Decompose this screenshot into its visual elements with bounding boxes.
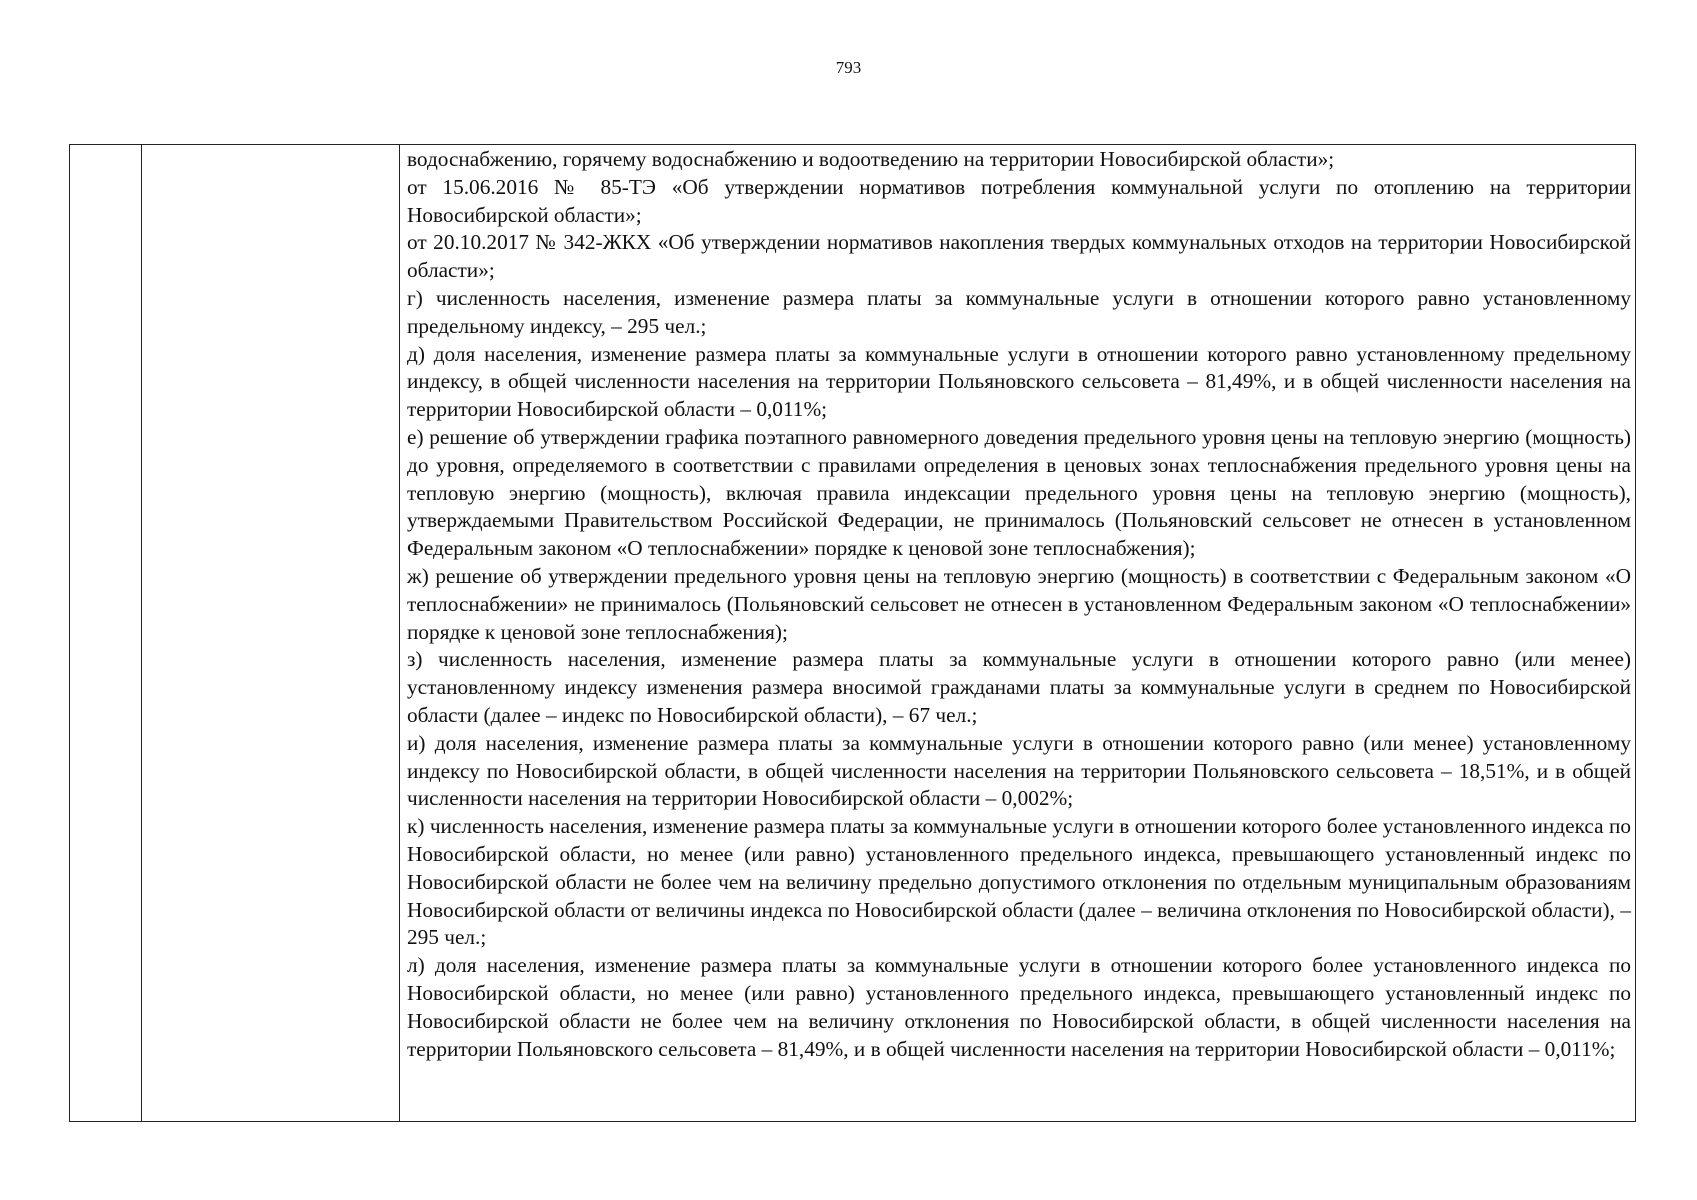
paragraph: ж) решение об утверждении предельного уровня цены на тепловую энергию (мощность) в соответствии с Федеральным законом «О теплоснабжении» не принималось (Польяновский сельсовет не отнесен в установленном Федеральным законом «О теплоснабжении» порядке к ценовой зоне теплоснабжения); [407, 563, 1631, 644]
paragraph: к) численность населения, изменение размера платы за коммунальные услуги в отношении которого более установленного индекса по Новосибирской области, но менее (или равно) установленного предельного индекса, превышающего установленный индекс по Новосибирской области не более чем на величину предельно допустимого отклонения по отдельным муниципальным образованиям Новосибирской области от величины индекса по Новосибирской области (далее – величина отклонения по Новосибирской области), – 295 чел.; [407, 814, 1631, 950]
table-cell-content [400, 145, 1636, 1122]
table-cell-number [70, 145, 142, 1122]
table-row [70, 145, 1636, 1122]
paragraph: е) решение об утверждении графика поэтапного равномерного доведения предельного уровня цены на тепловую энергию (мощность) до уровня, определяемого в соответствии с правилами определения в ценовых зонах теплоснабжения предельного уровня цены на тепловую энергию (мощность), включая правила индексации предельного уровня цены на тепловую энергию (мощность), утверждаемыми Правительством Российской Федерации, не принималось (Польяновский сельсовет не отнесен в установленном Федеральным законом «О теплоснабжении» порядке к ценовой зоне теплоснабжения); [407, 424, 1631, 561]
paragraph: з) численность населения, изменение размера платы за коммунальные услуги в отношении которого равно (или менее) установленному индексу изменения размера вносимой гражданами платы за коммунальные услуги в среднем по Новосибирской области (далее – индекс по Новосибирской области), – 67 чел.; [407, 647, 1631, 727]
page-number: 793 [835, 58, 862, 77]
paragraph: л) доля населения, изменение размера платы за коммунальные услуги в отношении которого более установленного индекса по Новосибирской области, но менее (или равно) установленного предельного индекса, превышающего установленный индекс по Новосибирской области не более чем на величину отклонения по Новосибирской области, в общей численности населения на территории Польяновского сельсовета – 81,49%, и в общей численности населения на территории Новосибирской области – 0,011%; [407, 953, 1631, 1061]
paragraph: водоснабжению, горячему водоснабжению и водоотведению на территории Новосибирской области»; [407, 147, 1335, 171]
table-cell-name [142, 145, 400, 1122]
paragraph: д) доля населения, изменение размера платы за коммунальные услуги в отношении которого равно установленному предельному индексу, в общей численности населения на территории Польяновского сельсовета – 81,49%, и в общей численности населения на территории Новосибирской области – 0,011%; [407, 341, 1631, 422]
paragraph: г) численность населения, изменение размера платы за коммунальные услуги в отношении которого равно установленному предельному индексу, – 295 чел.; [407, 285, 1631, 338]
paragraph: от 15.06.2016 № 85-ТЭ «Об утверждении нормативов потребления коммунальной услуги по отоплению на территории Новосибирской области»; [407, 174, 1631, 227]
document-table [69, 144, 1636, 1122]
paragraph: от 20.10.2017 № 342-ЖКХ «Об утверждении нормативов накопления твердых коммунальных отходов на территории Новосибирской области»; [407, 230, 1631, 283]
paragraph: и) доля населения, изменение размера платы за коммунальные услуги в отношении которого равно (или менее) установленному индексу по Новосибирской области, в общей численности населения на территории Польяновского сельсовета – 18,51%, и в общей численности населения на территории Новосибирской области – 0,002%; [407, 730, 1631, 811]
